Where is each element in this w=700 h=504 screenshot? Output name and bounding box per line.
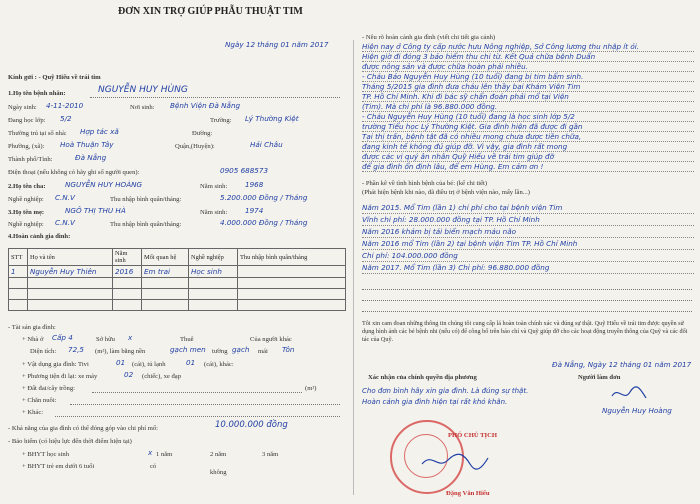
contribution-amount[interactable]: 10.000.000 đồng	[215, 420, 288, 430]
wall-value[interactable]: gạch	[232, 345, 250, 354]
livestock-label: + Chăn nuôi:	[22, 397, 57, 404]
table-header: Năm sinh	[113, 249, 142, 266]
history-note: (Phát hiện bệnh khi nào, đã điều trị ở bệnh viện nào, mấy lần...)	[362, 189, 530, 196]
reason-lines	[362, 42, 694, 172]
birthplace-value[interactable]: Bệnh Viện Đà Nẵng	[170, 101, 241, 110]
table-header: Mối quan hệ	[142, 249, 189, 266]
table-header: STT	[9, 249, 28, 266]
local-authority-label: Xác nhận của chính quyền địa phương	[368, 374, 477, 381]
grade-value[interactable]: 5/2	[60, 114, 72, 123]
items-label: + Vật dụng gia đình: Tivi	[22, 361, 89, 368]
area-label: Diện tích:	[30, 348, 57, 355]
patient-section-title: 1.Họ tên bệnh nhân:	[8, 90, 66, 97]
land-unit: (m²)	[305, 385, 317, 392]
ward-label: Phường, (xã):	[8, 143, 45, 150]
fridge-value[interactable]: 01	[186, 358, 196, 367]
reason-line[interactable]: Tháng 5/2015 gia đình đưa cháu lên thầy bại Khám Viện Tim	[362, 82, 694, 92]
phone-label: Điện thoại (nếu không có hãy ghi số người quen):	[8, 169, 140, 176]
table-cell[interactable]: Học sinh	[189, 266, 238, 278]
area-value[interactable]: 72,5	[68, 345, 85, 354]
vehicle-label: + Phương tiện đi lại: xe máy	[22, 373, 98, 380]
table-cell[interactable]	[238, 266, 346, 278]
father-year[interactable]: 1968	[245, 180, 264, 189]
own-label: Sở hữu	[96, 336, 115, 343]
father-year-label: Năm sinh:	[200, 183, 228, 190]
table-header: Thu nhập bình quân/tháng	[238, 249, 346, 266]
reason-line[interactable]: đang kinh tế không đủ giúp đỡ. Vì vậy, gia đình rất mong	[362, 142, 694, 152]
table-header: Họ và tên	[28, 249, 113, 266]
bhyt-student-label: + BHYT học sinh	[22, 451, 70, 458]
house-label: + Nhà ở	[22, 336, 44, 343]
history-line[interactable]: Năm 2016 khám bị tái biến mạch máu não	[362, 226, 694, 238]
city-value[interactable]: Đà Nẵng	[75, 153, 107, 162]
mother-income[interactable]: 4.000.000 Đồng / Tháng	[220, 218, 308, 227]
ward-value[interactable]: Hoà Thuận Tây	[60, 140, 114, 149]
sign-date: Đà Nẵng, Ngày 12 tháng 01 năm 2017	[552, 360, 692, 369]
mother-year-label: Năm sinh:	[200, 209, 228, 216]
phone-value[interactable]: 0905 688573	[220, 166, 269, 175]
floor-value[interactable]: gạch men	[170, 345, 206, 354]
district-label: Quận,(Huyện):	[175, 143, 215, 150]
reason-line[interactable]: - Cháu Nguyễn Huy Hùng (10 tuổi) đang là học sinh lớp 5/2	[362, 112, 694, 122]
other-items-label: (cái), khác:	[204, 361, 234, 368]
local-signature	[420, 450, 490, 472]
table-row	[9, 300, 346, 311]
reason-title: - Nêu rõ hoàn cảnh gia đình (viết chi tiết gia cảnh)	[362, 34, 496, 41]
house-value[interactable]: Cấp 4	[52, 333, 73, 342]
mother-name[interactable]: NGÔ THỊ THU HÀ	[65, 206, 126, 215]
form-date: Ngày 12 tháng 01 năm 2017	[225, 40, 329, 49]
table-row	[9, 289, 346, 300]
dob-label: Ngày sinh:	[8, 104, 37, 111]
mother-income-label: Thu nhập bình quân/tháng:	[110, 221, 182, 228]
reason-line[interactable]: để gia đình ổn định lâu, để em Hùng. Em cảm ơn !	[362, 162, 694, 172]
applicant-signature	[610, 384, 650, 404]
other-assets-label: + Khác:	[22, 409, 44, 416]
father-job-label: Nghề nghiệp:	[8, 196, 44, 203]
assets-label: - Tài sản gia đình:	[8, 324, 56, 331]
grade-label: Đang học lớp:	[8, 117, 46, 124]
address-label: Thường trú tại số nhà:	[8, 130, 67, 137]
father-label: 2.Họ tên cha:	[8, 183, 46, 190]
history-line[interactable]: Năm 2017. Mổ Tim (lần 3) Chi phí: 96.880.000 đồng	[362, 262, 694, 274]
insurance-opt3: 3 năm	[262, 451, 279, 458]
history-lines	[362, 202, 694, 274]
motorbike-value[interactable]: 02	[124, 370, 134, 379]
father-income[interactable]: 5.200.000 Đồng / Tháng	[220, 193, 308, 202]
patient-name[interactable]: NGUYỄN HUY HÙNG	[98, 85, 188, 95]
school-label: Trường:	[210, 117, 232, 124]
history-line[interactable]: Chi phí: 104.000.000 đồng	[362, 250, 694, 262]
applicant-sign-name: Nguyễn Huy Hoàng	[602, 406, 672, 415]
reason-line[interactable]: được các vị quý ân nhân Quỹ Hiếu về trái tim giúp đỡ	[362, 152, 694, 162]
street-label: Đường:	[192, 130, 213, 137]
history-title: - Phần kê về tình hình bệnh của bé: (kể chi tiết)	[362, 180, 488, 187]
family-table	[8, 248, 346, 311]
mother-job[interactable]: C.N.V	[55, 218, 75, 227]
recipient-line: Kính gửi : - Quỹ Hiếu về trái tim	[8, 74, 101, 81]
school-value[interactable]: Lý Thường Kiệt	[245, 114, 299, 123]
table-header-row	[9, 249, 346, 266]
city-label: Thành phố/Tỉnh:	[8, 156, 53, 163]
dob-value[interactable]: 4-11-2010	[46, 101, 84, 110]
area-unit: (m²), làm bằng nền	[95, 348, 146, 355]
history-line[interactable]: Vĩnh chi phí: 28.000.000 đồng tại TP. Hồ Chí Minh	[362, 214, 694, 226]
mother-label: 3.Họ tên mẹ:	[8, 209, 45, 216]
reason-line[interactable]: Tại thị trấn, bệnh tật đã có nhiều mong chưa được tiền chữa,	[362, 132, 694, 142]
tv-value[interactable]: 01	[116, 358, 126, 367]
reason-line[interactable]: Hiện nay ở Công ty cấp nước hưu Nông nghiệp, Sở Công lương thu nhập ít ỏi.	[362, 42, 694, 52]
insurance-none: không	[210, 469, 227, 476]
local-confirmation-text: Cho đơn bình hãy xin gia đình. Là đúng sự thật. Hoàn cảnh gia đình hiện tại rất khó khăn.	[362, 387, 529, 406]
reason-line[interactable]: TP. Hồ Chí Minh. Khi đi bác sỹ chẩn đoán phải mổ tại Viện	[362, 92, 694, 102]
own-checkbox[interactable]: x	[128, 333, 133, 342]
history-line[interactable]: Năm 2015. Mổ Tim (lần 1) chi phí cho tại bệnh viện Tim	[362, 202, 694, 214]
stamp-title: PHÓ CHỦ TỊCH	[448, 432, 497, 439]
local-signer-name: Đặng Văn Hiếu	[446, 490, 490, 497]
district-value[interactable]: Hải Châu	[250, 140, 283, 149]
bhyt-child-label: + BHYT trẻ em dưới 6 tuổi	[22, 463, 95, 470]
father-income-label: Thu nhập bình quân/tháng:	[110, 196, 182, 203]
birthplace-label: Nơi sinh:	[130, 104, 155, 111]
reason-line[interactable]: Hiện giờ đi đóng 3 bảo hiểm thu chi từ. Kết Quả chữa bệnh Duẩn	[362, 52, 694, 62]
insurance-have: có	[150, 463, 157, 470]
reason-line[interactable]: - Cháu Bảo Nguyễn Huy Hùng (10 tuổi) đang bị tim bẩm sinh.	[362, 72, 694, 82]
family-section-title: 4.Hoàn cảnh gia đình:	[8, 233, 71, 240]
table-cell[interactable]: 2016	[113, 266, 142, 278]
commitment-text: Tôi xin cam đoan những thông tin chúng tôi cung cấp lá hoàn toàn chính xác và đúng sự thật. Quỹ Hiếu về trái tim được quyền sử dụng hình ảnh các bé bệnh nhi (nếu có) để công bố trên báo chí và Quỹ giúp đỡ cho các hoạt động truyền thông của Quỹ và các đối tác của Quỹ.	[362, 320, 688, 343]
table-cell[interactable]: 1	[9, 266, 28, 278]
bicycle-label: (chiếc), xe đạp	[142, 373, 181, 380]
reason-line[interactable]: được nông sản và được chữa hoàn phải nhiều.	[362, 62, 694, 72]
table-row	[9, 278, 346, 289]
father-job[interactable]: C.N.V	[55, 193, 75, 202]
reason-line[interactable]: (Tim). Mà chi phí là 96.880.000 đồng.	[362, 102, 694, 112]
land-label: + Đất đai/cây trồng:	[22, 385, 75, 392]
reason-line[interactable]: trường Tiểu học Lý Thường Kiệt. Gia đình hiện đã được đi gần	[362, 122, 694, 132]
history-line[interactable]: Năm 2016 mổ Tim (lần 2) tại bệnh viện Tim TP. Hồ Chí Minh	[362, 238, 694, 250]
applicant-label: Người làm đơn	[578, 374, 621, 381]
other-owner-label: Của người khác	[250, 336, 292, 343]
contribution-label: - Khả năng của gia đình có thể đóng góp vào chi phí mổ:	[8, 425, 158, 432]
father-name[interactable]: NGUYỄN HUY HOÀNG	[65, 180, 143, 189]
insurance-label: - Bảo hiểm (có hiệu lực đến thời điểm hiện tại)	[8, 438, 132, 445]
table-cell[interactable]: Em trai	[142, 266, 189, 278]
fridge-label: (cái), tủ lạnh	[132, 361, 166, 368]
wall-label: tường	[212, 348, 228, 355]
address-value[interactable]: Hợp tác xã	[80, 127, 119, 136]
insurance-opt2: 2 năm	[210, 451, 227, 458]
roof-value[interactable]: Tôn	[282, 345, 295, 354]
form-title: ĐƠN XIN TRỢ GIÚP PHẪU THUẬT TIM	[118, 6, 303, 17]
table-cell[interactable]: Nguyễn Huy Thiên	[28, 266, 113, 278]
insurance-opt1: 1 năm	[156, 451, 173, 458]
bhyt-student-mark[interactable]: x	[148, 448, 153, 457]
mother-year[interactable]: 1974	[245, 206, 264, 215]
mother-job-label: Nghề nghiệp:	[8, 221, 44, 228]
table-header: Nghề nghiệp	[189, 249, 238, 266]
rent-label: Thuê	[180, 336, 194, 343]
roof-label: mái	[258, 348, 268, 355]
table-row	[9, 266, 346, 278]
